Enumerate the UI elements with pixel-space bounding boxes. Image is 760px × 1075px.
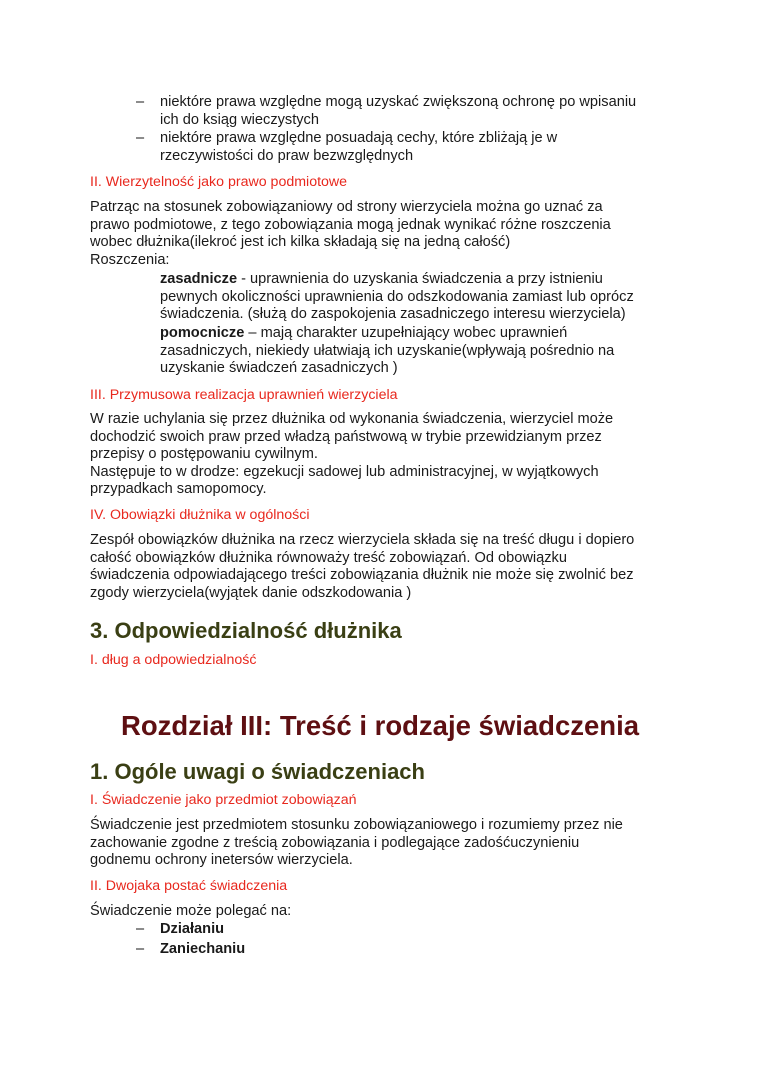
section-title: 1. Ogóle uwagi o świadczeniach xyxy=(90,759,425,784)
paragraph: Zespół obowiązków dłużnika na rzecz wierzyciela składa się na treść długu i dopiero całość obowiązków dłużnika równoważy treść zobowiązań. Od obowiązku świadczenia odpowiadającego treści zobowiązania dłużnik nie może się zwolnić bez zgody wierzyciela(wyjątek danie odszkodowania ) xyxy=(90,532,635,601)
paragraph: Świadczenie jest przedmiotem stosunku zobowiązaniowego i rozumiemy przez nie zachowanie zgodne z treścią zobowiązania i podlegające zadośćuczynieniu godnemu ochrony inetersów wierzyciela. xyxy=(90,817,623,868)
section-heading: I. Świadczenie jako przedmiot zobowiązań xyxy=(90,792,357,808)
list-item: niektóre prawa względne mogą uzyskać zwiększoną ochronę po wpisaniu ich do ksiąg wieczystych xyxy=(160,94,637,128)
list-dash: – xyxy=(136,941,145,957)
list-dash: – xyxy=(136,94,145,110)
list-dash: – xyxy=(136,130,145,146)
list-item: Zaniechaniu xyxy=(160,941,246,957)
section-heading: IV. Obowiązki dłużnika w ogólności xyxy=(90,507,310,523)
list-item: zasadnicze - uprawnienia do uzyskania świadczenia a przy istnieniu pewnych okoliczności uprawnienia do odszkodowania zamiast lub oprócz świadczenia. (służą do zaspokojenia zasadniczego interesu wierzyciela) xyxy=(160,271,634,322)
term: pomocnicze xyxy=(160,325,245,341)
paragraph: Świadczenie może polegać na: xyxy=(90,903,292,919)
section-heading: II. Wierzytelność jako prawo podmiotowe xyxy=(90,174,348,190)
paragraph: W razie uchylania się przez dłużnika od wykonania świadczenia, wierzyciel może dochodzić swoich praw przed władzą państwową w trybie przewidzianym przez przepisy o postępowaniu cywilnym. Następuje to w drodze: egzekucji sadowej lub administracyjnej, w wyjątkowych przypadkach samopomocy. xyxy=(90,411,614,497)
list-item: Działaniu xyxy=(160,921,225,937)
list-item: pomocnicze – mają charakter uzupełniający wobec uprawnień zasadniczych, niekiedy ułatwiają ich uzyskanie(wpływają pośrednio na uzyskanie świadczeń zasadniczych ) xyxy=(160,325,615,376)
paragraph: Patrząc na stosunek zobowiązaniowy od strony wierzyciela można go uznać za prawo podmiotowe, z tego zobowiązania mogą jednak wynikać różne roszczenia wobec dłużnika(ilekroć jest ich kilka składają się na jedną całość) Roszczenia: xyxy=(90,199,611,268)
chapter-title: Rozdział III: Treść i rodzaje świadczenia xyxy=(120,710,640,741)
section-heading: II. Dwojaka postać świadczenia xyxy=(90,878,288,894)
section-title: 3. Odpowiedzialność dłużnika xyxy=(90,618,402,643)
section-heading: I. dług a odpowiedzialność xyxy=(90,652,257,668)
section-heading: III. Przymusowa realizacja uprawnień wierzyciela xyxy=(90,387,398,403)
term: zasadnicze xyxy=(160,271,238,287)
list-dash: – xyxy=(136,921,145,937)
list-item: niektóre prawa względne posuadają cechy, które zbliżają je w rzeczywistości do praw bezwzględnych xyxy=(160,130,558,164)
